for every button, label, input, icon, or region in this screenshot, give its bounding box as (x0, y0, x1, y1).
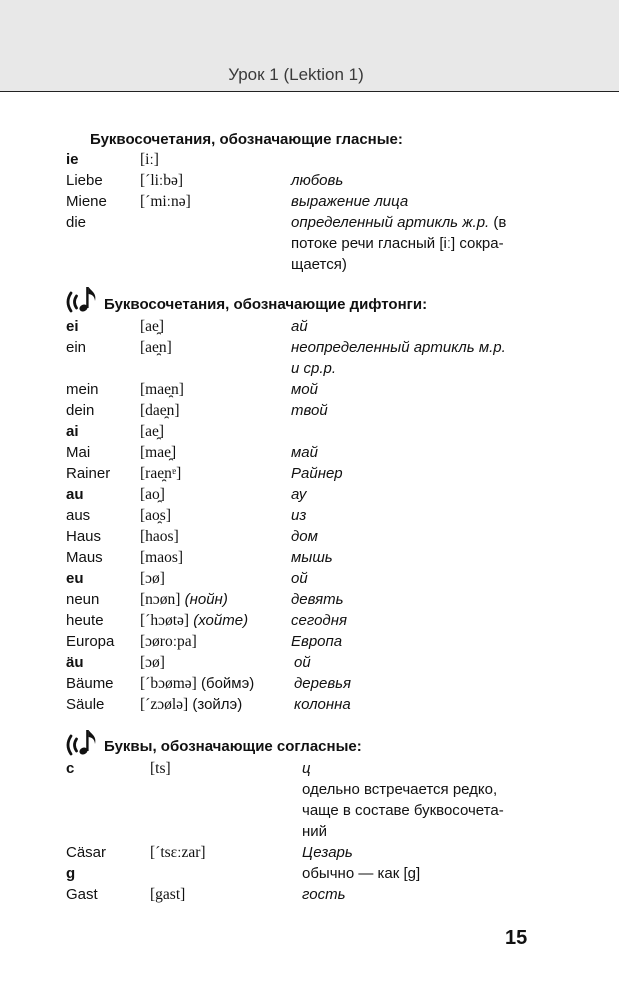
lesson-title: Урок 1 (Lektion 1) (228, 65, 364, 84)
audio-note-icon (64, 727, 100, 761)
entry-continuation (0, 233, 619, 254)
entry-transcription: [ɔøroːpa] (140, 633, 197, 650)
entry-transcription: [ˊzɔølə] (140, 696, 189, 713)
entry-row (0, 463, 619, 484)
entry-transcription: [ɔø] (140, 654, 165, 671)
entry-note: (в (489, 214, 507, 231)
entry-translation: ой (294, 654, 311, 671)
entry-word: Miene (66, 193, 107, 210)
entry-translation: май (291, 444, 318, 461)
entry-transcription-group (140, 589, 228, 610)
entry-translation: сегодня (291, 612, 347, 629)
section-heading-consonants: Буквы, обозначающие согласные: (104, 738, 362, 755)
entry-translation: ц (302, 760, 311, 777)
entry-word: Cäsar (66, 844, 107, 861)
entry-translation: гость (302, 886, 346, 903)
entry-translation: ой (291, 570, 308, 587)
entry-translation: деревья (294, 675, 352, 692)
entry-word: ie (66, 151, 79, 168)
section-heading-diphthongs: Буквосочетания, обозначающие дифтонги: (104, 296, 428, 313)
entry-row (0, 149, 619, 170)
entry-word: g (66, 865, 76, 882)
entry-transcription-group (140, 694, 242, 715)
entry-translation: колонна (294, 696, 351, 713)
entry-reading: (нойн) (184, 591, 228, 608)
entry-word: Säule (66, 696, 105, 713)
entry-row (0, 337, 619, 358)
entry-row (0, 842, 619, 863)
entry-row (0, 758, 619, 779)
entry-reading: (зойлэ) (192, 696, 243, 713)
entry-transcription: [ae̯n] (140, 339, 172, 356)
entry-word: au (66, 486, 84, 503)
entry-note: ний (302, 823, 328, 840)
entry-row (0, 694, 619, 715)
entry-transcription: [ao̯s] (140, 507, 171, 524)
entry-row (0, 652, 619, 673)
running-header (0, 0, 619, 92)
entry-translation: ай (291, 318, 308, 335)
entry-translation: определенный артикль ж.р. (291, 214, 490, 231)
entry-transcription: [dae̯n] (140, 402, 180, 419)
entry-translation-group (291, 212, 506, 233)
entry-note: щается) (291, 256, 347, 273)
entry-row (0, 631, 619, 652)
entry-transcription: [iː] (140, 151, 159, 168)
entry-note: обычно — как [g] (302, 865, 421, 882)
entry-transcription: [ˊbɔømə] (140, 675, 197, 692)
entry-reading: (боймэ) (200, 675, 255, 692)
entry-row (0, 316, 619, 337)
entry-continuation (0, 800, 619, 821)
entry-transcription-group (140, 673, 254, 694)
entry-note: чаще в составе буквосочета- (302, 802, 504, 819)
entry-transcription: [ae̯] (140, 423, 165, 440)
entry-word: Maus (66, 549, 103, 566)
entry-continuation (0, 358, 619, 379)
entry-transcription: [ˊtsɛːzar] (150, 844, 206, 861)
entry-transcription: [ts] (150, 760, 171, 777)
entry-continuation (0, 779, 619, 800)
entry-transcription: [ˊliːbə] (140, 172, 184, 189)
entry-row (0, 610, 619, 631)
entry-row (0, 170, 619, 191)
entry-row (0, 884, 619, 905)
entry-word: ai (66, 423, 79, 440)
entry-translation: любовь (291, 172, 344, 189)
entry-row (0, 505, 619, 526)
entry-word: Bäume (66, 675, 114, 692)
entry-translation: мышь (291, 549, 333, 566)
entry-transcription: [maos] (140, 549, 184, 566)
entry-row (0, 400, 619, 421)
entry-row (0, 863, 619, 884)
entry-row (0, 421, 619, 442)
entry-word: eu (66, 570, 84, 587)
entry-row (0, 547, 619, 568)
entry-word: die (66, 214, 87, 231)
entry-word: ei (66, 318, 79, 335)
entry-translation: неопределенный артикль м.р. (291, 339, 506, 356)
entry-transcription: [ɔø] (140, 570, 165, 587)
entry-transcription-group (140, 610, 248, 631)
entry-word: neun (66, 591, 100, 608)
entry-note: одельно встречается редко, (302, 781, 498, 798)
entry-row (0, 484, 619, 505)
entry-word: Haus (66, 528, 102, 545)
entry-transcription: [ae̯] (140, 318, 165, 335)
entry-translation: ау (291, 486, 307, 503)
entry-transcription: [ˊhɔøtə] (140, 612, 190, 629)
entry-reading: (хойте) (193, 612, 249, 629)
entry-transcription: [gast] (150, 886, 186, 903)
entry-continuation (0, 254, 619, 275)
entry-word: dein (66, 402, 95, 419)
entry-row (0, 212, 619, 233)
entry-row (0, 673, 619, 694)
entry-translation: Европа (291, 633, 343, 650)
entry-word: aus (66, 507, 91, 524)
entry-transcription: [rae̯nᵄ] (140, 465, 182, 482)
entry-translation: Цезарь (302, 844, 353, 861)
section-heading-vowels: Буквосочетания, обозначающие гласные: (90, 131, 403, 148)
entry-word: äu (66, 654, 84, 671)
entry-row (0, 589, 619, 610)
entry-word: Gast (66, 886, 98, 903)
entry-word: Mai (66, 444, 91, 461)
entry-row (0, 568, 619, 589)
entry-transcription: [ao̯] (140, 486, 165, 503)
entry-row (0, 526, 619, 547)
entry-row (0, 379, 619, 400)
page-number: 15 (505, 927, 528, 949)
audio-note-icon (64, 284, 100, 318)
entry-translation: выражение лица (291, 193, 409, 210)
entry-transcription: [nɔøn] (140, 591, 181, 608)
entry-transcription: [ˊmiːnə] (140, 193, 191, 210)
entry-translation: твой (291, 402, 328, 419)
entry-note: потоке речи гласный [iː] сокра- (291, 235, 504, 252)
entry-word: c (66, 760, 75, 777)
entry-transcription: [haos] (140, 528, 179, 545)
entry-transcription: [mae̯n] (140, 381, 184, 398)
entry-word: Rainer (66, 465, 111, 482)
entry-translation: девять (291, 591, 344, 608)
entry-word: Europa (66, 633, 115, 650)
entry-row (0, 191, 619, 212)
entry-word: Liebe (66, 172, 103, 189)
entry-translation: мой (291, 381, 318, 398)
entry-translation: дом (291, 528, 318, 545)
entry-word: ein (66, 339, 87, 356)
entry-continuation (0, 821, 619, 842)
entry-translation: из (291, 507, 307, 524)
entry-transcription: [mae̯] (140, 444, 177, 461)
entry-word: heute (66, 612, 104, 629)
entry-word: mein (66, 381, 99, 398)
entry-row (0, 442, 619, 463)
entry-translation: Райнер (291, 465, 343, 482)
entry-translation: и ср.р. (291, 360, 337, 377)
